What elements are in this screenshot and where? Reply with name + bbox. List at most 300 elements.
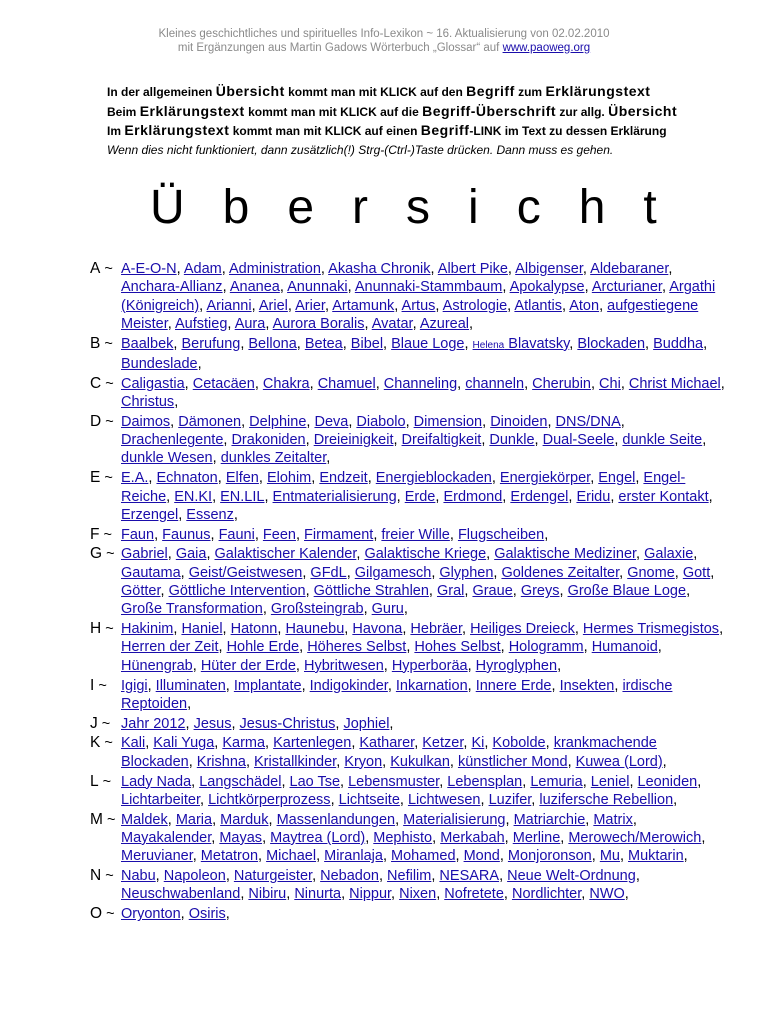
glossary-link[interactable]: Arier (295, 297, 325, 314)
glossary-link[interactable]: Mayakalender (121, 829, 212, 846)
glossary-link[interactable]: Implantate (233, 677, 302, 694)
glossary-link[interactable]: Jahr 2012 (121, 715, 186, 732)
glossary-link[interactable]: Hebräer (410, 621, 462, 638)
instr-text: kommt man mit KLICK auf einen (229, 124, 421, 138)
index-group-i (90, 677, 730, 714)
glossary-link[interactable]: Aton (569, 297, 600, 314)
glossary-link[interactable]: Geist/Geistwesen (188, 564, 303, 581)
glossary-link[interactable]: Mayas (219, 829, 263, 846)
glossary-link[interactable]: Atlantis (514, 297, 562, 314)
index-separator: ~ (101, 621, 114, 638)
glossary-link[interactable]: Kuwea (Lord) (575, 753, 663, 770)
glossary-link[interactable]: Ninurta (294, 886, 342, 903)
glossary-link[interactable]: Lemuria (530, 773, 583, 790)
index-letter (90, 905, 121, 923)
glossary-link[interactable]: Heiliges Dreieck (470, 621, 575, 638)
glossary-link[interactable]: Igigi (121, 677, 148, 694)
instr-keyword: Übersicht (608, 102, 678, 119)
glossary-link[interactable]: Delphine (249, 413, 307, 430)
glossary-link[interactable]: Eridu (576, 488, 611, 505)
index-letter (90, 867, 121, 904)
glossary-link[interactable]: Gabriel (121, 546, 168, 563)
index-entries: Caligastia, Cetacäen, Chakra, Chamuel, Channeling, channeln, Cherubin, Chi, Christ Michael, Christus, (121, 375, 725, 411)
index-letter (90, 375, 121, 412)
glossary-link[interactable]: Avatar (371, 315, 413, 332)
glossary-link[interactable]: Metatron (200, 848, 259, 865)
glossary-link[interactable]: Naturgeister (233, 868, 313, 884)
glossary-link[interactable]: Göttliche Intervention (168, 583, 306, 600)
glossary-link[interactable]: Bellona (248, 335, 297, 352)
glossary-link[interactable]: Große Blaue Loge (567, 583, 687, 600)
glossary-link[interactable]: Faunus (162, 526, 211, 543)
glossary-link[interactable]: DNS/DNA (555, 413, 621, 430)
glossary-link[interactable]: Maytrea (Lord) (270, 829, 366, 846)
glossary-link[interactable]: Greys (520, 583, 560, 600)
glossary-link[interactable]: Hüter der Erde (200, 657, 296, 674)
index-entries: Gabriel, Gaia, Galaktischer Kalender, Galaktische Kriege, Galaktische Mediziner, Galaxie, Gautama, Geist/Geistwesen, GFdL, Gilgamesch, Glyphen, Goldenes Zeitalter, Gnome, Gott, Götter, Göttliche Intervention, Göttliche Strahlen, Gral, Graue, Greys, Große Blaue Loge, Große Transformation, Großsteingrab, Guru, (121, 546, 715, 618)
index-group-b (90, 335, 730, 374)
index-entries: Baalbek, Berufung, Bellona, Betea, Bibel, Blaue Loge, Helena Blavatsky, Blockaden, Buddha, Bundeslade, (121, 335, 708, 372)
glossary-link[interactable]: Faun (121, 526, 155, 543)
glossary-link[interactable]: Hohes Selbst (414, 639, 501, 656)
instr-keyword: Begriff (466, 83, 515, 99)
glossary-link[interactable]: irdische Reptoiden (121, 677, 673, 712)
glossary-link[interactable]: Meruvianer (121, 848, 193, 865)
glossary-link[interactable]: Artus (401, 297, 436, 314)
glossary-link[interactable]: Insekten (559, 677, 615, 694)
instruction-line-3 (107, 121, 727, 141)
glossary-link[interactable]: Kryon (344, 753, 383, 770)
glossary-link[interactable]: Gautama (121, 564, 181, 581)
index-letter (90, 260, 121, 333)
glossary-link[interactable]: Indigokinder (309, 677, 388, 694)
glossary-link[interactable]: Lichtkörperprozess (208, 791, 331, 808)
index-group-a (90, 260, 730, 333)
glossary-link[interactable]: Galaktischer Kalender (214, 546, 357, 563)
index-letter (90, 526, 121, 544)
glossary-link[interactable]: Dreifaltigkeit (401, 432, 482, 449)
index-separator: ~ (101, 375, 114, 392)
glossary-link[interactable]: Karma (222, 735, 266, 752)
glossary-link[interactable]: Luzifer (488, 791, 532, 808)
glossary-link[interactable]: Aufstieg (175, 315, 228, 332)
glossary-link[interactable]: Daimos (121, 413, 171, 430)
instr-text: Beim (107, 104, 140, 119)
instr-text: -LINK im Text zu dessen Erklärung (469, 124, 667, 138)
glossary-link[interactable]: Caligastia (121, 375, 185, 392)
glossary-link[interactable]: dunkle Seite (622, 432, 703, 449)
glossary-link[interactable]: Arianni (206, 297, 252, 314)
glossary-link[interactable]: Großsteingrab (270, 601, 364, 618)
index-separator: ~ (98, 773, 112, 790)
glossary-link[interactable]: Goldenes Zeitalter (501, 564, 620, 581)
index-letter-label: K (90, 734, 101, 752)
glossary-link[interactable]: Arcturianer (591, 279, 662, 296)
glossary-link[interactable]: channeln (465, 375, 525, 392)
glossary-link[interactable]: Adam (183, 261, 222, 277)
index-letter-label: D (90, 412, 102, 430)
glossary-link[interactable]: Anunnaki-Stammbaum (354, 279, 503, 296)
glossary-link[interactable]: E.A. (121, 470, 149, 487)
glossary-link[interactable]: Kali Yuga (153, 735, 215, 752)
glossary-link[interactable]: Gaia (175, 546, 207, 563)
glossary-link[interactable]: Dunkle (489, 432, 535, 449)
glossary-link[interactable]: Elfen (225, 470, 259, 487)
index-separator: ~ (102, 906, 115, 923)
glossary-link[interactable]: Maldek (121, 811, 168, 828)
instr-text: zur allg. (556, 104, 609, 119)
instr-keyword: Erklärungstext (124, 122, 230, 138)
glossary-link[interactable]: dunkles Zeitalter (220, 450, 327, 467)
glossary-link[interactable]: Krishna (196, 753, 246, 770)
glossary-link[interactable]: Ketzer (422, 735, 464, 752)
header-line-2 (0, 41, 768, 55)
glossary-link[interactable]: Hermes Trismegistos (582, 621, 720, 638)
glossary-link[interactable]: Gott (682, 564, 711, 581)
glossary-link[interactable]: Hakinim (121, 621, 174, 638)
glossary-link[interactable]: Akasha Chronik (328, 261, 431, 277)
glossary-link[interactable]: Hyroglyphen (475, 657, 558, 674)
index-entries: Maldek, Maria, Marduk, Massenlandungen, Materialisierung, Matriarchie, Matrix, Mayakalender, Mayas, Maytrea (Lord), Mephisto, Merkabah, Merline, Merowech/Merowich, Meruvianer, Metatron, Michael, Miranlaja, Mohamed, Mond, Monjoronson, Mu, Muktarin, (121, 811, 706, 865)
glossary-link[interactable]: Anunnaki (287, 279, 348, 296)
glossary-link[interactable]: Gnome (627, 564, 675, 581)
glossary-link[interactable]: Buddha (653, 335, 704, 352)
glossary-link[interactable]: Nofretete (444, 886, 504, 903)
index-group-c (90, 375, 730, 412)
glossary-link[interactable]: Merline (512, 829, 561, 846)
glossary-link[interactable]: dunkle Wesen (121, 450, 213, 467)
glossary-link[interactable]: Erdengel (510, 488, 569, 505)
glossary-link[interactable]: Albigenser (515, 261, 583, 277)
glossary-link[interactable]: EN.KI (174, 488, 213, 505)
glossary-link[interactable]: Osiris (188, 906, 226, 923)
glossary-link[interactable]: Kobolde (492, 735, 546, 752)
index-letter (90, 413, 121, 468)
glossary-link[interactable]: Oryonton (121, 906, 181, 923)
glossary-link[interactable]: Nabu (121, 868, 156, 884)
index-group-e (90, 469, 730, 524)
glossary-link[interactable]: Ki (471, 735, 485, 752)
glossary-link[interactable]: A-E-O-N (121, 261, 177, 277)
glossary-link[interactable]: NESARA (439, 868, 500, 884)
glossary-link[interactable]: Michael (266, 848, 317, 865)
glossary-link[interactable]: Haniel (181, 621, 223, 638)
glossary-link[interactable]: Endzeit (319, 470, 368, 487)
index-group-m (90, 811, 730, 866)
glossary-link[interactable]: Firmament (304, 526, 374, 543)
glossary-link[interactable]: Bibel (350, 335, 384, 352)
index-entries: Igigi, Illuminaten, Implantate, Indigokinder, Inkarnation, Innere Erde, Insekten, irdische Reptoiden, (121, 677, 673, 712)
glossary-link[interactable]: Echnaton (156, 470, 218, 487)
glossary-link[interactable]: Anchara-Allianz (121, 279, 223, 296)
glossary-link[interactable]: Essenz (186, 506, 234, 523)
glossary-link[interactable]: krankmachende Blockaden (121, 735, 657, 770)
glossary-link[interactable]: Kukulkan (390, 753, 450, 770)
index-letter-label: J (90, 714, 98, 732)
index-separator: ~ (100, 261, 113, 277)
index-separator: ~ (99, 526, 112, 543)
glossary-link[interactable]: Materialisierung (403, 811, 506, 828)
glossary-link[interactable]: Haunebu (285, 621, 345, 638)
glossary-link[interactable]: Apokalypse (509, 279, 585, 296)
index-separator: ~ (100, 335, 113, 352)
glossary-link[interactable]: Chamuel (317, 375, 376, 392)
glossary-link[interactable]: Christ Michael (628, 375, 721, 392)
glossary-link[interactable]: Götter (121, 583, 161, 600)
glossary-link[interactable]: Lebensplan (447, 773, 523, 790)
glossary-link[interactable]: Jophiel (343, 715, 390, 732)
glossary-link[interactable]: Leoniden (637, 773, 698, 790)
glossary-link[interactable]: Monjoronson (507, 848, 592, 865)
glossary-link[interactable]: Chakra (262, 375, 310, 392)
index-entries: Hakinim, Haniel, Hatonn, Haunebu, Havona, Hebräer, Heiliges Dreieck, Hermes Trismegistos, Herren der Zeit, Hohle Erde, Höheres Selbst, Hohes Selbst, Hologramm, Humanoid, Hünengrab, Hüter der Erde, Hybritwesen, Hyperboräa, Hyroglyphen, (121, 621, 724, 674)
glossary-link[interactable]: Glyphen (439, 564, 494, 581)
glossary-link[interactable]: Blaue Loge (391, 335, 465, 352)
instr-text: kommt man mit KLICK auf die (244, 104, 423, 119)
glossary-link[interactable]: Baalbek (121, 335, 174, 352)
glossary-link[interactable]: Aura (234, 315, 266, 332)
index-entries: Oryonton, Osiris, (121, 906, 230, 923)
glossary-link[interactable]: Langschädel (199, 773, 282, 790)
glossary-link[interactable]: Erde (404, 488, 436, 505)
index-group-d (90, 413, 730, 468)
index-separator: ~ (102, 811, 116, 828)
glossary-link[interactable]: Lady Nada (121, 773, 192, 790)
glossary-link[interactable]: künstlicher Mond (457, 753, 568, 770)
glossary-link[interactable]: Astrologie (442, 297, 508, 314)
index-letter-label: N (90, 867, 102, 884)
index-separator: ~ (97, 715, 111, 732)
glossary-link[interactable]: Merkabah (440, 829, 505, 846)
glossary-link[interactable]: Christus (121, 394, 175, 411)
index-group-k (90, 734, 730, 771)
glossary-link[interactable]: Gral (436, 583, 465, 600)
glossary-link[interactable]: Humanoid (591, 639, 658, 656)
glossary-link[interactable]: Channeling (383, 375, 458, 392)
glossary-link[interactable]: Innere Erde (475, 677, 552, 694)
glossary-link[interactable]: Lichtseite (338, 791, 400, 808)
glossary-link[interactable]: Nippur (349, 886, 392, 903)
glossary-link[interactable]: Lao Tse (289, 773, 341, 790)
glossary-link[interactable]: Galaxie (644, 546, 694, 563)
glossary-link[interactable]: Erzengel (121, 506, 179, 523)
glossary-link[interactable]: Dual-Seele (542, 432, 615, 449)
glossary-link[interactable]: Nixen (399, 886, 437, 903)
glossary-link[interactable]: Marduk (220, 811, 269, 828)
glossary-link[interactable]: Inkarnation (395, 677, 468, 694)
glossary-link[interactable]: Lichtarbeiter (121, 791, 200, 808)
glossary-link[interactable]: Helena Blavatsky (472, 335, 570, 352)
glossary-link[interactable]: Graue (472, 583, 513, 600)
index-letter (90, 545, 121, 618)
glossary-link[interactable]: Hohle Erde (226, 639, 300, 656)
index-group-h (90, 620, 730, 675)
index-group-g (90, 545, 730, 618)
index-letter-label: L (90, 772, 99, 790)
index-group-l (90, 773, 730, 810)
glossary-link[interactable]: Illuminaten (155, 677, 226, 694)
glossary-link[interactable]: Drakoniden (231, 432, 306, 449)
glossary-link[interactable]: Havona (352, 621, 403, 638)
glossary-link[interactable]: Kristallkinder (254, 753, 337, 770)
instr-keyword: Erklärungstext (545, 83, 651, 99)
glossary-link[interactable]: Elohim (266, 470, 312, 487)
glossary-link[interactable]: Napoleon (163, 868, 226, 884)
glossary-link[interactable]: Feen (262, 526, 296, 543)
glossary-link[interactable]: Katharer (359, 735, 415, 752)
glossary-link[interactable]: Lichtwesen (407, 791, 481, 808)
glossary-link[interactable]: Guru (371, 601, 404, 618)
glossary-link[interactable]: Hatonn (230, 621, 278, 638)
glossary-link[interactable]: NWO (589, 886, 625, 903)
index-entries: Jahr 2012, Jesus, Jesus-Christus, Jophiel, (121, 715, 394, 732)
glossary-link[interactable]: Artamunk (332, 297, 395, 314)
glossary-link[interactable]: Drachenlegente (121, 432, 224, 449)
instr-text: kommt man mit KLICK auf den (284, 85, 467, 99)
instr-keyword: Begriff (420, 122, 470, 138)
index-letter (90, 620, 121, 675)
glossary-link[interactable]: Galaktische Mediziner (494, 546, 637, 563)
glossary-link[interactable]: Administration (229, 261, 321, 277)
glossary-link[interactable]: Hyperboräa (391, 657, 468, 674)
glossary-link[interactable]: Cherubin (532, 375, 591, 392)
glossary-link[interactable]: Ananea (229, 279, 280, 296)
glossary-link[interactable]: Argathi (Königreich) (121, 279, 716, 314)
index-group-j (90, 715, 730, 733)
glossary-link[interactable]: GFdL (310, 564, 347, 581)
glossary-link[interactable]: Aldebaraner (590, 261, 669, 277)
glossary-link[interactable]: Neue Welt-Ordnung (507, 868, 636, 884)
glossary-link[interactable]: Nefilim (387, 868, 432, 884)
index-entries: Faun, Faunus, Fauni, Feen, Firmament, freier Wille, Flugscheiben, (121, 526, 549, 543)
glossary-link[interactable]: EN.LIL (220, 488, 265, 505)
glossary-link[interactable]: erster Kontakt (618, 488, 709, 505)
glossary-link[interactable]: Fauni (218, 526, 255, 543)
index-letter (90, 335, 121, 374)
glossary-link[interactable]: Mephisto (373, 829, 433, 846)
glossary-link[interactable]: Dinoiden (490, 413, 548, 430)
website-link[interactable]: www.paoweg.org (502, 42, 591, 54)
glossary-link[interactable]: luzifersche Rebellion (539, 791, 674, 808)
glossary-link[interactable]: Cetacäen (192, 375, 255, 392)
glossary-link[interactable]: Kali (121, 735, 146, 752)
glossary-link[interactable]: Göttliche Strahlen (313, 583, 429, 600)
glossary-link[interactable]: Deva (314, 413, 349, 430)
glossary-link[interactable]: Hünengrab (121, 657, 193, 674)
instr-keyword: Übersicht (215, 83, 285, 99)
glossary-link[interactable]: Galaktische Kriege (364, 546, 487, 563)
glossary-link[interactable]: Muktarin (628, 848, 684, 865)
glossary-link[interactable]: Azureal (419, 315, 470, 332)
glossary-link[interactable]: Entmaterialisierung (272, 488, 397, 505)
index-letter-label: I (90, 676, 95, 694)
glossary-link[interactable]: Hybritwesen (303, 657, 384, 674)
glossary-link[interactable]: Merowech/Merowich (568, 829, 702, 846)
glossary-link[interactable]: Jesus (193, 715, 232, 732)
index-letter-label: M (90, 810, 103, 828)
header-line-1: Kleines geschichtliches und spirituelles Info-Lexikon ~ 16. Aktualisierung von 02.02.2010 (158, 28, 610, 40)
glossary-link[interactable]: Hologramm (508, 639, 584, 656)
glossary-link[interactable]: Energieblockaden (375, 470, 492, 487)
index-entries: Daimos, Dämonen, Delphine, Deva, Diabolo, Dimension, Dinoiden, DNS/DNA, Drachenlegente, Drakoniden, Dreieinigkeit, Dreifaltigkeit, Dunkle, Dual-Seele, dunkle Seite, dunkle Wesen, dunkles Zeitalter, (121, 413, 707, 467)
glossary-link[interactable]: Matriarchie (513, 811, 586, 828)
glossary-link[interactable]: Kartenlegen (273, 735, 352, 752)
glossary-link[interactable]: Mu (599, 848, 620, 865)
glossary-index (90, 260, 730, 925)
glossary-link[interactable]: Albert Pike (437, 261, 508, 277)
glossary-link[interactable]: Bundeslade (121, 355, 198, 372)
index-entries: Lady Nada, Langschädel, Lao Tse, Lebensmuster, Lebensplan, Lemuria, Leniel, Leoniden, Lichtarbeiter, Lichtkörperprozess, Lichtseite, Lichtwesen, Luzifer, luzifersche Rebellion, (121, 773, 702, 808)
index-letter (90, 811, 121, 866)
glossary-link[interactable]: Massenlandungen (276, 811, 396, 828)
glossary-link[interactable]: Betea (304, 335, 343, 352)
glossary-link[interactable]: Erdmond (443, 488, 503, 505)
instr-text: Im (107, 124, 125, 138)
index-letter (90, 715, 121, 733)
glossary-link[interactable]: Lebensmuster (348, 773, 440, 790)
index-letter-label: G (90, 545, 103, 563)
glossary-link[interactable]: Chi (599, 375, 621, 392)
document-header (0, 27, 768, 55)
glossary-link[interactable]: Engel-Reiche (121, 470, 686, 505)
index-separator: ~ (100, 470, 113, 487)
glossary-link[interactable]: Dämonen (178, 413, 242, 430)
glossary-link[interactable]: freier Wille (381, 526, 450, 543)
glossary-link[interactable]: Neuschwabenland (121, 886, 241, 903)
glossary-link[interactable]: Blockaden (577, 335, 646, 352)
index-letter (90, 469, 121, 524)
glossary-link[interactable]: Dimension (413, 413, 483, 430)
glossary-link[interactable]: Flugscheiben (457, 526, 545, 543)
glossary-link[interactable]: Aurora Boralis (272, 315, 365, 332)
index-separator: ~ (100, 735, 113, 752)
glossary-link[interactable]: Maria (175, 811, 213, 828)
glossary-link[interactable]: Nordlichter (511, 886, 582, 903)
index-letter-label: A (90, 260, 101, 277)
glossary-link[interactable]: Dreieinigkeit (313, 432, 394, 449)
glossary-link[interactable]: Nebadon (320, 868, 379, 884)
glossary-link[interactable]: aufgestiegene Meister (121, 297, 699, 332)
glossary-link[interactable]: Matrix (593, 811, 633, 828)
glossary-link[interactable]: Gilgamesch (354, 564, 432, 581)
glossary-link[interactable]: Mond (463, 848, 500, 865)
glossary-link[interactable]: Miranlaja (324, 848, 383, 865)
glossary-link[interactable]: Herren der Zeit (121, 639, 219, 656)
glossary-link[interactable]: Ariel (258, 297, 288, 314)
instr-keyword: Begriff-Überschrift (422, 102, 557, 119)
glossary-link[interactable]: Höheres Selbst (307, 639, 407, 656)
index-separator: ~ (101, 413, 114, 430)
glossary-link[interactable]: Nibiru (248, 886, 287, 903)
index-letter-label: F (90, 525, 100, 543)
glossary-link[interactable]: Große Transformation (121, 601, 263, 618)
instr-text: zum (514, 85, 546, 99)
index-letter-label: O (90, 905, 103, 923)
index-letter (90, 734, 121, 771)
glossary-link[interactable]: Energiekörper (499, 470, 591, 487)
glossary-link[interactable]: Berufung (181, 335, 241, 352)
index-entries: Kali, Kali Yuga, Karma, Kartenlegen, Katharer, Ketzer, Ki, Kobolde, krankmachende Blockaden, Krishna, Kristallkinder, Kryon, Kukulkan, künstlicher Mond, Kuwea (Lord), (121, 735, 667, 770)
index-letter (90, 773, 121, 810)
glossary-link[interactable]: Mohamed (391, 848, 456, 865)
glossary-link[interactable]: Diabolo (356, 413, 406, 430)
instr-text: In der allgemeinen (107, 85, 216, 99)
glossary-link[interactable]: Engel (598, 470, 636, 487)
glossary-link[interactable]: Jesus-Christus (239, 715, 336, 732)
header-line-2-text: mit Ergänzungen aus Martin Gadows Wörterbuch „Glossar“ auf (177, 42, 500, 54)
glossary-link[interactable]: Leniel (590, 773, 630, 790)
index-separator: ~ (102, 546, 115, 563)
